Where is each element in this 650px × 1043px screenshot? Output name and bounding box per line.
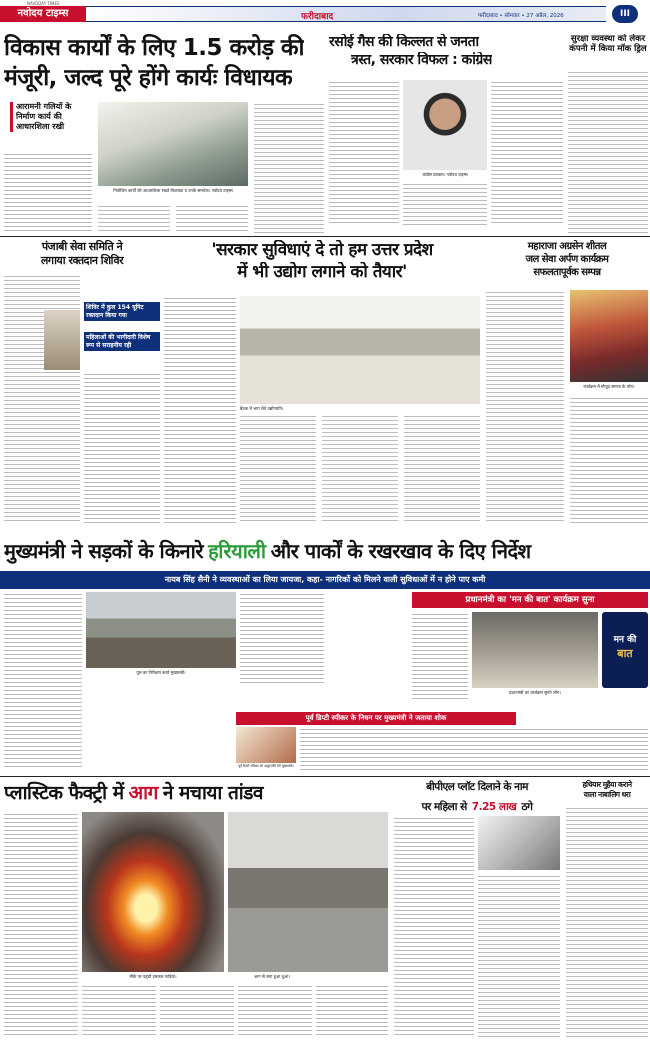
- gas-story: [329, 34, 563, 234]
- speaker-body: [300, 727, 648, 771]
- handcuff-photo: [478, 816, 560, 870]
- mann-caption: प्रधानमंत्री का कार्यक्रम सुनते लोग।: [509, 690, 561, 695]
- up-body-2: [240, 414, 316, 524]
- masthead-tag: NAVODAY TIMES: [27, 1, 60, 6]
- lead-caption: नियोजित कार्यों की आधारशिला रखते विधायक व उनके समर्थक। नवोदय टाइम्स: [113, 188, 233, 193]
- section-banner: [86, 6, 606, 22]
- drill-headline: सुरक्षा व्यवस्था को लेकर कंपनी में किया मॉक ड्रिल: [569, 34, 647, 54]
- punjabi-body-2: [84, 372, 160, 524]
- speaker-story: [236, 712, 648, 772]
- agrasen-headline-1: महाराजा अग्रसेन शीतल: [527, 241, 607, 252]
- up-body-4: [404, 414, 480, 524]
- up-headline-2: में भी उद्योग लगाने को तैयार': [237, 262, 407, 282]
- page-number: III: [612, 5, 638, 23]
- up-body-1: [164, 296, 236, 524]
- cm-headline: [4, 537, 648, 567]
- weapon-body: [566, 806, 648, 1038]
- cm-photo: [86, 592, 236, 668]
- bpl-body-2: [478, 874, 560, 1038]
- punjabi-photo: [44, 310, 80, 370]
- speaker-photo: [236, 727, 296, 763]
- lead-body-3: [176, 204, 248, 234]
- fire-body-5: [316, 984, 388, 1038]
- gas-photo: [403, 80, 487, 170]
- mann-logo: [602, 612, 648, 688]
- lead-body-1: [4, 152, 92, 234]
- fire-headline-post: ने मचाया तांडव: [162, 782, 263, 804]
- lead-body-4: [254, 102, 324, 234]
- weapon-headline-2: वाला नाबालिग धरा: [583, 790, 631, 799]
- cm-headline-accent: हरियाली: [208, 539, 266, 563]
- up-photo: [240, 296, 480, 404]
- lead-kicker: आरामनी गलियों के निर्माण कार्य की आधारशिला रखी: [10, 102, 92, 132]
- fire-body-2: [82, 984, 156, 1038]
- cm-subhead: नायब सिंह सैनी ने व्यवस्थाओं का लिया जायजा, कहा- नागरिकों को मिलने वाली सुविधाओं में न होने पाए कमी: [0, 571, 650, 589]
- agrasen-photo: [570, 290, 648, 382]
- agrasen-story: [486, 240, 648, 526]
- lead-photo: [98, 102, 248, 186]
- fire-body-4: [238, 984, 312, 1038]
- mann-logo-line-1: मन की: [613, 635, 637, 645]
- up-headline-1: 'सरकार सुविधाएं दे तो हम उत्तर प्रदेश: [211, 240, 433, 260]
- fire-headline-accent: आग: [128, 782, 158, 804]
- cm-headline-pre: मुख्यमंत्री ने सड़कों के किनारे: [4, 539, 204, 563]
- lead-body-2: [98, 204, 170, 234]
- punjabi-callout-2: महिलाओं की भागीदारी विशेष रूप से सराहनीय रही: [84, 332, 160, 351]
- agrasen-caption: कार्यक्रम में मौजूद समाज के लोग।: [583, 384, 635, 389]
- fire-caption-2: मौके पर पहुंची दमकल गाड़ियां।: [129, 974, 177, 979]
- bpl-headline-2-accent: 7.25 लाख: [471, 801, 517, 813]
- cm-body-1: [4, 592, 82, 770]
- section-title: फरीदाबाद: [301, 12, 334, 22]
- divider: [0, 236, 650, 237]
- lead-headline-2: मंजूरी, जल्द पूरे होंगे कार्यः विधायक: [4, 65, 293, 91]
- up-body-3: [322, 414, 398, 524]
- agrasen-headline-2: जल सेवा अर्पण कार्यक्रम: [525, 254, 609, 265]
- gas-body-3: [491, 80, 563, 226]
- cm-caption: पुल का निरीक्षण करते मुख्यमंत्री।: [136, 670, 186, 675]
- agrasen-body-2: [570, 396, 648, 524]
- date-line: फरीदाबाद • सोमवार • 27 अप्रैल, 2026: [478, 13, 564, 19]
- fire-caption-1: आग से लगा हुआ धुआं।: [253, 974, 291, 979]
- mann-logo-line-2: बात: [617, 647, 633, 660]
- speaker-headline: पूर्व डिप्टी स्पीकर के निधन पर मुख्यमंत्री ने जताया शोक: [236, 712, 516, 725]
- up-caption: बैठक में भाग लेते उद्योगपति।: [240, 406, 284, 411]
- fire-body-1: [4, 812, 78, 1038]
- drill-story: [568, 34, 648, 234]
- agrasen-headline-3: सफलतापूर्वक सम्पन्न: [533, 267, 601, 278]
- bpl-body-1: [394, 816, 474, 1038]
- mann-photo: [472, 612, 598, 688]
- fire-headline-pre: प्लास्टिक फैक्ट्री में: [4, 782, 124, 804]
- lead-story: [4, 34, 324, 234]
- agrasen-body-1: [486, 290, 564, 524]
- punjabi-story: [4, 240, 160, 526]
- mann-headline: प्रधानमंत्री का 'मन की बात' कार्यक्रम सुना: [412, 592, 648, 608]
- fire-story: [4, 780, 388, 1040]
- bpl-headline-2: [394, 795, 560, 814]
- up-story: [164, 240, 480, 526]
- cm-body-2: [240, 592, 324, 684]
- punjabi-headline-2: लगाया रक्तदान शिविर: [40, 254, 124, 267]
- weapon-headline-1: हथियार मुहैया कराने: [582, 780, 632, 789]
- punjabi-headline-1: पंजाबी सेवा समिति ने: [41, 240, 123, 253]
- fire-body-3: [160, 984, 234, 1038]
- logo: नवोदय टाइम्स: [0, 6, 86, 22]
- bpl-story: [394, 780, 560, 1040]
- gas-headline-2: त्रस्त, सरकार विफल : कांग्रेस: [351, 52, 492, 68]
- speaker-caption: पूर्व डिप्टी स्पीकर को श्रद्धांजलि देते मुख्यमंत्री।: [238, 764, 294, 768]
- fire-photo-2: [228, 812, 388, 972]
- weapon-story: [566, 780, 648, 1040]
- bpl-headline-2-pre: पर महिला से: [421, 801, 467, 813]
- mann-story: [412, 592, 648, 710]
- gas-headline-1: रसोई गैस की किल्लत से जनता: [329, 34, 479, 50]
- fire-photo-1: [82, 812, 224, 972]
- gas-body-2: [403, 182, 487, 226]
- punjabi-callout-1: शिविर में कुल 154 यूनिट रक्तदान किया गया: [84, 302, 160, 321]
- bpl-headline-1: बीपीएल प्लॉट दिलाने के नाम: [426, 781, 528, 793]
- divider: [0, 776, 650, 777]
- bpl-headline-2-post: ठगे: [521, 801, 533, 813]
- cm-headline-post: और पार्कों के रखरखाव के दिए निर्देश: [270, 539, 531, 563]
- mann-body-1: [412, 612, 468, 700]
- fire-headline: [4, 780, 388, 808]
- lead-headline-1: विकास कार्यों के लिए 1.5 करोड़ की: [4, 35, 305, 61]
- masthead: [0, 0, 650, 26]
- gas-caption: कांग्रेस प्रवक्ता। नवोदय टाइम्स: [422, 172, 468, 177]
- drill-body: [568, 70, 648, 234]
- gas-body-1: [329, 80, 399, 226]
